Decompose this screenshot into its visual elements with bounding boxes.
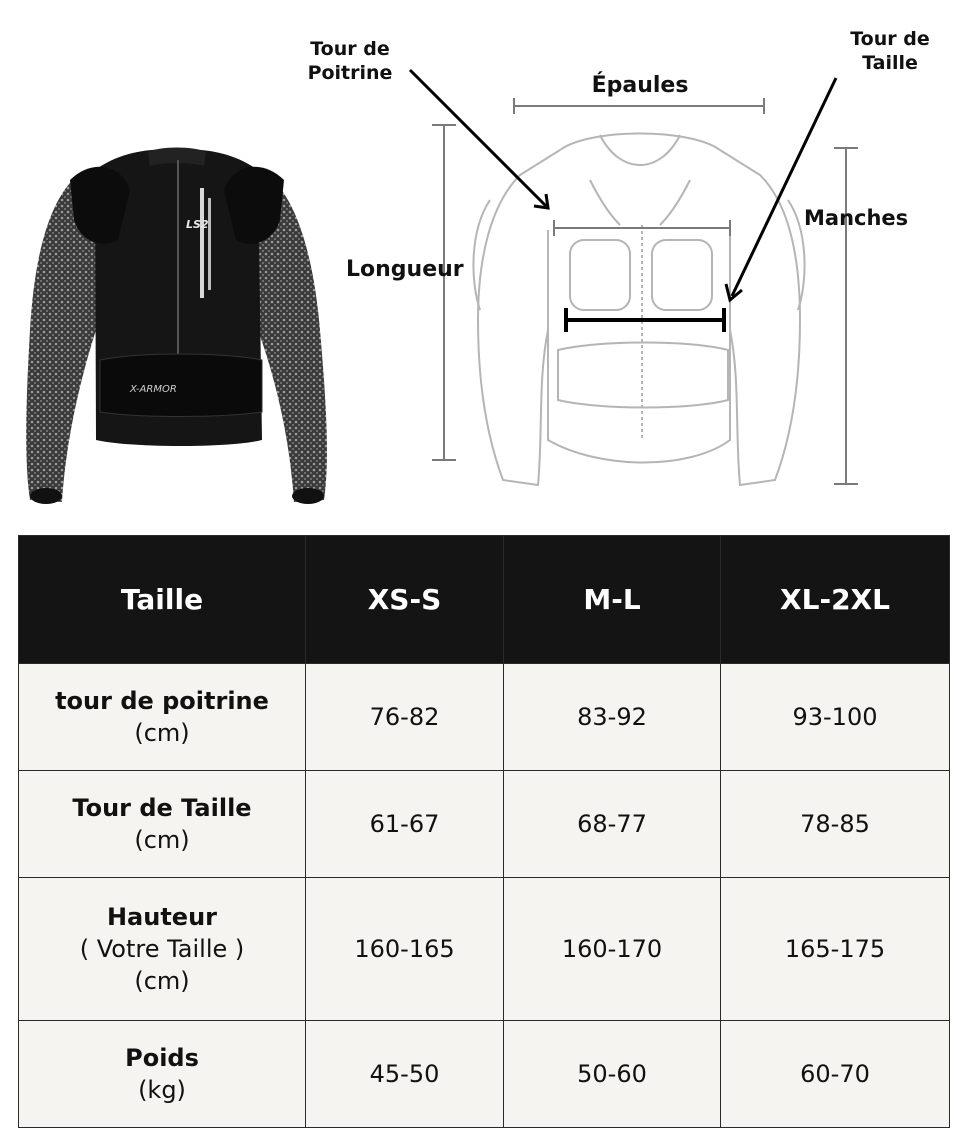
table-cell: 50-60 — [504, 1021, 721, 1128]
table-cell: 160-165 — [306, 878, 504, 1021]
table-header-row — [19, 536, 950, 664]
belt-logo: X-ARMOR — [130, 384, 177, 395]
row-label-title: Hauteur — [106, 903, 218, 931]
label-longueur: Longueur — [346, 257, 464, 282]
table-row — [19, 1021, 950, 1128]
table-row — [19, 878, 950, 1021]
row-label-poids — [19, 1021, 306, 1128]
label-epaules: Épaules — [591, 73, 689, 98]
illustration-canvas — [0, 0, 964, 520]
row-label-taille — [19, 771, 306, 878]
row-label-unit: (cm) — [134, 826, 190, 854]
row-label-title: Poids — [125, 1044, 199, 1072]
waist-measure-line — [566, 308, 724, 332]
row-label-unit: (cm) — [134, 967, 190, 995]
table-cell: 61-67 — [306, 771, 504, 878]
row-label-unit: (cm) — [134, 719, 190, 747]
table-cell: 93-100 — [721, 664, 950, 771]
size-table — [18, 535, 950, 1128]
label-manches: Manches — [804, 206, 909, 230]
table-cell: 76-82 — [306, 664, 504, 771]
row-label-poitrine — [19, 664, 306, 771]
jacket-brand-logo: LS2 — [186, 218, 209, 231]
table-cell: 78-85 — [721, 771, 950, 878]
header-taille: Taille — [19, 536, 306, 664]
table-cell: 60-70 — [721, 1021, 950, 1128]
table-cell: 68-77 — [504, 771, 721, 878]
jacket-diagram — [473, 134, 804, 486]
table-cell: 160-170 — [504, 878, 721, 1021]
table-cell: 45-50 — [306, 1021, 504, 1128]
header-xl-2xl: XL-2XL — [721, 536, 950, 664]
table-cell: 165-175 — [721, 878, 950, 1021]
row-label-note: ( Votre Taille ) — [79, 935, 245, 963]
row-label-title: tour de poitrine — [55, 687, 269, 715]
table-row — [19, 664, 950, 771]
row-label-title: Tour de Taille — [72, 794, 252, 822]
table-cell: 83-92 — [504, 664, 721, 771]
size-guide-illustration — [0, 0, 964, 520]
header-xs-s: XS-S — [306, 536, 504, 664]
row-label-unit: (kg) — [138, 1076, 186, 1104]
label-tour-de-taille: Tour de Taille — [850, 28, 930, 74]
table-row — [19, 771, 950, 878]
row-label-hauteur — [19, 878, 306, 1021]
header-m-l: M-L — [504, 536, 721, 664]
jacket-photo — [26, 148, 327, 505]
label-tour-de-poitrine: Tour de Poitrine — [307, 38, 393, 84]
